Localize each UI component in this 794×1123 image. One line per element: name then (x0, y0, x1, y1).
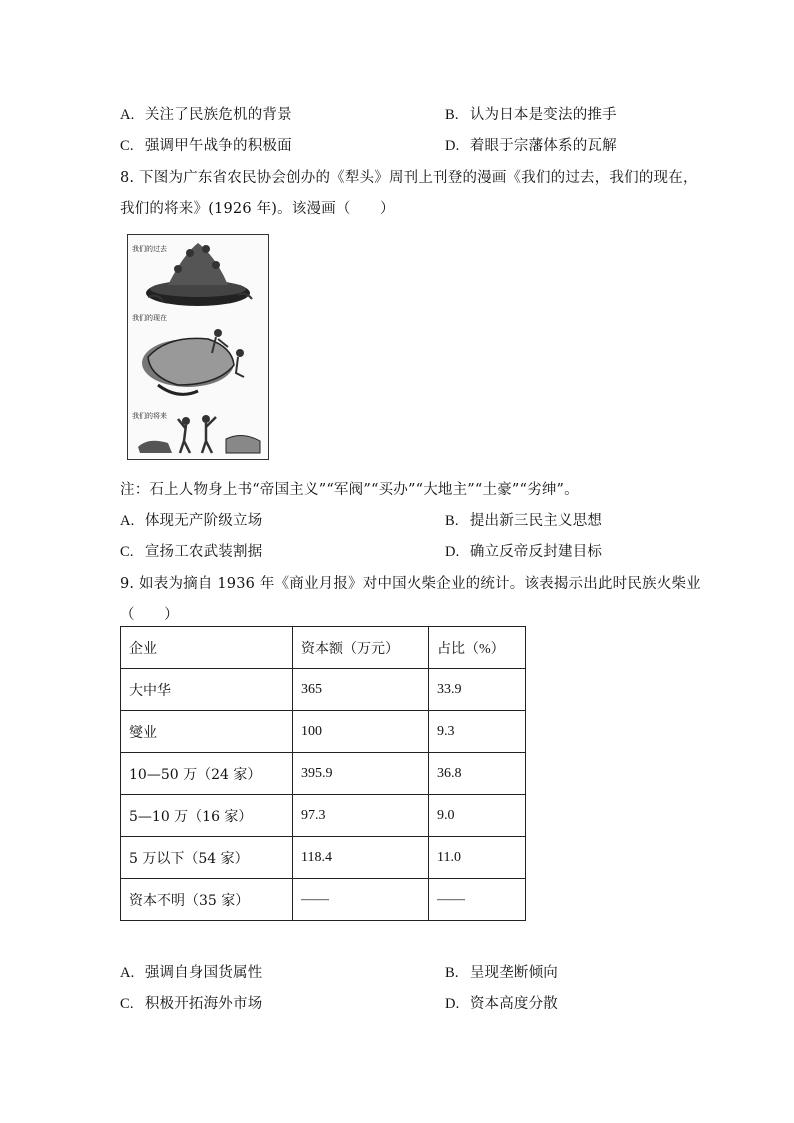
option-label: B. (445, 107, 459, 123)
table-row (121, 837, 526, 879)
table-cell: 118.4 (293, 837, 429, 879)
cartoon-caption-future: 我们的将来 (132, 412, 167, 420)
q8-cartoon-image (127, 234, 269, 460)
option-text: 提出新三民主义思想 (469, 513, 603, 529)
option-text: 确立反帝反封建目标 (469, 544, 603, 560)
option-text: 体现无产阶级立场 (144, 513, 263, 529)
option-text: 宣扬工农武装割据 (144, 544, 263, 560)
q7-option-d[interactable] (445, 134, 617, 155)
table-row (121, 711, 526, 753)
table-header-cell: 占比（%） (429, 627, 526, 669)
q8-option-d[interactable] (445, 540, 602, 561)
table-cell: —— (293, 879, 429, 921)
table-cell: 395.9 (293, 753, 429, 795)
option-label: A. (120, 513, 135, 529)
table-cell: 大中华 (121, 669, 293, 711)
table-header-cell: 资本额（万元） (293, 627, 429, 669)
table-row (121, 795, 526, 837)
q8-stem-line2: 我们的将来》(1926 年)。该漫画（ ） (120, 201, 395, 217)
table-header-row (121, 627, 526, 669)
table-cell: 36.8 (429, 753, 526, 795)
q8-stem-line1: 8. 下图为广东省农民协会创办的《犁头》周刊上刊登的漫画《我们的过去，我们的现在， (120, 170, 698, 186)
table-cell: 燮业 (121, 711, 293, 753)
q7-option-a[interactable] (120, 103, 292, 124)
table-row (121, 753, 526, 795)
option-label: C. (120, 544, 134, 560)
q8-option-a[interactable] (120, 509, 262, 530)
q9-option-b[interactable] (445, 961, 558, 982)
q7-option-b[interactable] (445, 103, 617, 124)
q9-statistics-table (120, 626, 526, 921)
table-cell: 11.0 (429, 837, 526, 879)
option-text: 着眼于宗藩体系的瓦解 (469, 138, 617, 154)
q8-option-b[interactable] (445, 509, 602, 530)
option-text: 资本高度分散 (469, 996, 559, 1012)
option-label: C. (120, 996, 134, 1012)
table-cell: 365 (293, 669, 429, 711)
table-cell: 5—10 万（16 家） (121, 795, 293, 837)
cartoon-caption-past: 我们的过去 (132, 245, 167, 253)
option-label: A. (120, 965, 135, 981)
q8-option-c[interactable] (120, 540, 262, 561)
option-label: B. (445, 513, 459, 529)
table-cell: 5 万以下（54 家） (121, 837, 293, 879)
option-text: 认为日本是变法的推手 (469, 107, 617, 123)
table-row (121, 669, 526, 711)
table-cell: 100 (293, 711, 429, 753)
option-label: D. (445, 544, 460, 560)
option-label: D. (445, 138, 460, 154)
q9-option-d[interactable] (445, 992, 558, 1013)
table-cell: 资本不明（35 家） (121, 879, 293, 921)
table-cell: 97.3 (293, 795, 429, 837)
table-cell: 9.3 (429, 711, 526, 753)
q9-option-c[interactable] (120, 992, 262, 1013)
option-text: 呈现垄断倾向 (469, 965, 559, 981)
q9-option-a[interactable] (120, 961, 262, 982)
table-cell: 9.0 (429, 795, 526, 837)
q9-stem-line1: 9. 如表为摘自 1936 年《商业月报》对中国火柴企业的统计。该表揭示出此时民族火柴业 (120, 576, 701, 592)
option-text: 关注了民族危机的背景 (144, 107, 292, 123)
table-cell: 10—50 万（24 家） (121, 753, 293, 795)
option-text: 强调甲午战争的积极面 (144, 138, 292, 154)
option-label: D. (445, 996, 460, 1012)
option-text: 强调自身国货属性 (144, 965, 263, 981)
table-header-cell: 企业 (121, 627, 293, 669)
option-label: C. (120, 138, 134, 154)
table-row (121, 879, 526, 921)
cartoon-drawing (128, 235, 268, 459)
option-label: A. (120, 107, 135, 123)
table-cell: 33.9 (429, 669, 526, 711)
q7-option-c[interactable] (120, 134, 292, 155)
option-text: 积极开拓海外市场 (144, 996, 263, 1012)
option-label: B. (445, 965, 459, 981)
q9-stem-line2: （ ） (120, 607, 179, 623)
table-cell: —— (429, 879, 526, 921)
q8-note: 注：石上人物身上书“帝国主义”“军阀”“买办”“大地主”“土豪”“劣绅”。 (120, 482, 579, 498)
cartoon-caption-present: 我们的现在 (132, 314, 167, 322)
